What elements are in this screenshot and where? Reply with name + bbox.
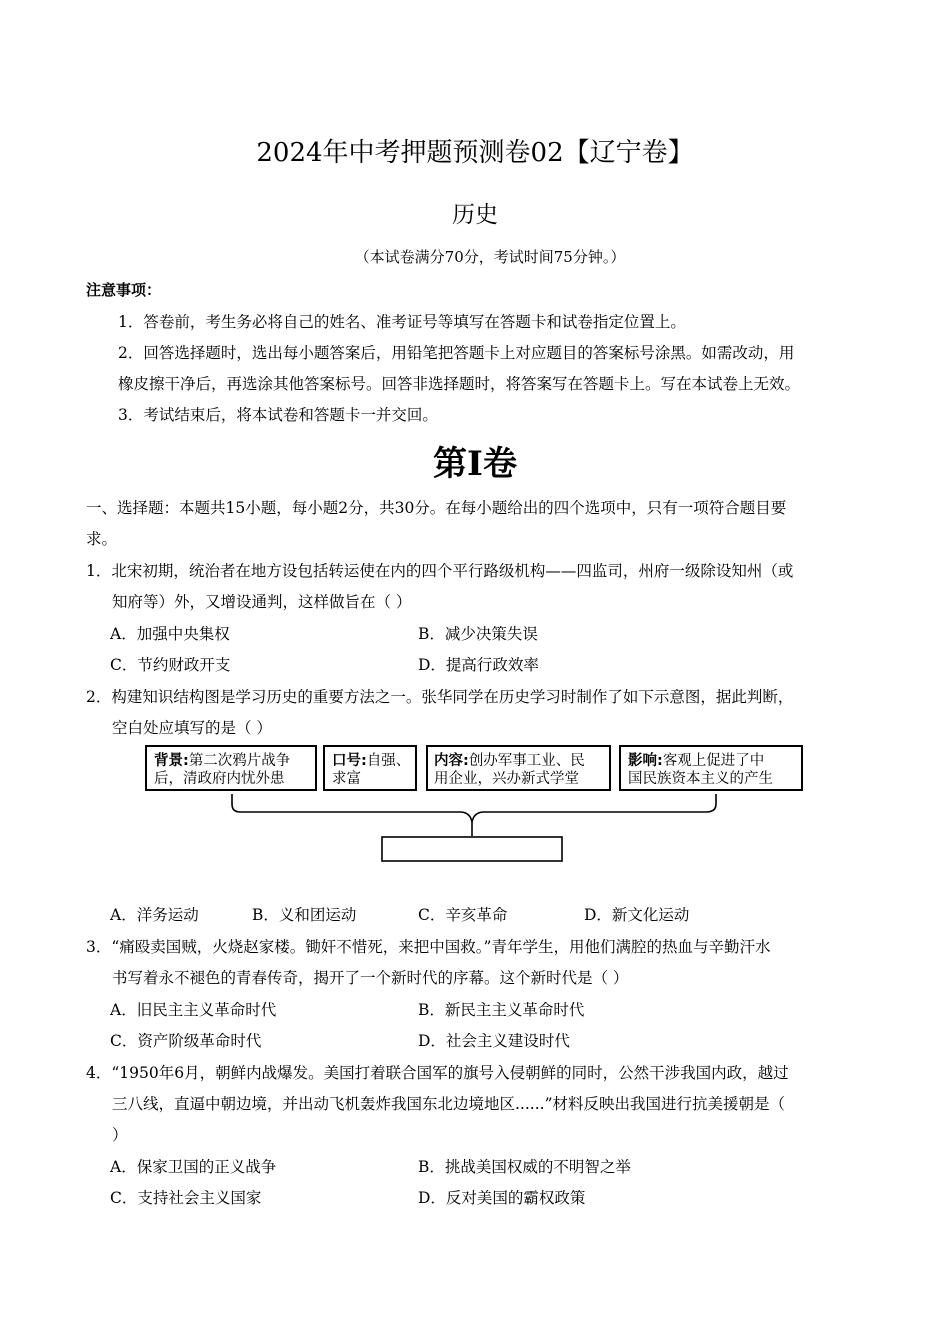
q1-stem-line1: 1．北宋初期，统治者在地方设包括转运使在内的四个平行路级机构——四监司，州府一级除设知州（或 xyxy=(86,562,794,580)
notice-item-1: 1．答卷前，考生务必将自己的姓名、准考证号等填写在答题卡和试卷指定位置上。 xyxy=(118,313,686,331)
q2-stem-line2: 空白处应填写的是（ ） xyxy=(112,719,272,737)
q1-option-d: D．提高行政效率 xyxy=(418,656,539,674)
subject-title: 历史 xyxy=(452,202,498,228)
section-instructions-line2: 求。 xyxy=(86,530,118,548)
q2-option-c: C．辛亥革命 xyxy=(418,906,508,924)
notice-item-2-line2: 橡皮擦干净后，再选涂其他答案标号。回答非选择题时，将答案写在答题卡上。写在本试卷上无效。 xyxy=(118,375,801,393)
q3-stem-line1: 3．“痛殴卖国贼，火烧赵家楼。锄奸不惜死，来把中国救。”青年学生，用他们满腔的热血与辛勤汗水 xyxy=(86,938,771,956)
q2-stem-line1: 2．构建知识结构图是学习历史的重要方法之一。张华同学在历史学习时制作了如下示意图，据此判断， xyxy=(86,688,794,706)
exam-info: （本试卷满分70分，考试时间75分钟。） xyxy=(354,248,626,266)
diagram-box-slogan-line2: 求富 xyxy=(332,771,361,787)
q3-stem-line2: 书写着永不褪色的青春传奇，揭开了一个新时代的序幕。这个新时代是（ ） xyxy=(112,969,629,987)
diagram-blank-box xyxy=(382,837,562,861)
knowledge-structure-diagram xyxy=(140,738,810,868)
part-title: 第Ⅰ卷 xyxy=(433,444,517,484)
notice-item-2-line1: 2．回答选择题时，选出每小题答案后，用铅笔把答题卡上对应题目的答案标号涂黑。如需改动，用 xyxy=(118,344,795,362)
q1-stem-line2: 知府等）外，又增设通判，这样做旨在（ ） xyxy=(112,593,412,611)
q2-option-b: B．义和团运动 xyxy=(252,906,357,924)
notice-item-3: 3．考试结束后，将本试卷和答题卡一并交回。 xyxy=(118,406,438,424)
q4-option-c: C．支持社会主义国家 xyxy=(110,1189,262,1207)
diagram-box-background-line1: 背景:第二次鸦片战争 xyxy=(154,753,291,769)
diagram-box-content-line1: 内容:创办军事工业、民 xyxy=(434,753,585,769)
diagram-box-slogan-line1: 口号:自强、 xyxy=(332,753,411,769)
q4-option-d: D．反对美国的霸权政策 xyxy=(418,1189,586,1207)
diagram-brace xyxy=(232,794,716,822)
diagram-box-content-line2: 用企业，兴办新式学堂 xyxy=(434,771,579,787)
q2-option-d: D．新文化运动 xyxy=(584,906,690,924)
q1-option-c: C．节约财政开支 xyxy=(110,656,231,674)
section-instructions-line1: 一、选择题：本题共15小题，每小题2分，共30分。在每小题给出的四个选项中，只有一项符合题目要 xyxy=(86,499,787,517)
q1-option-b: B．减少决策失误 xyxy=(418,625,538,643)
q3-option-c: C．资产阶级革命时代 xyxy=(110,1032,262,1050)
diagram-box-impact-line2: 国民族资本主义的产生 xyxy=(628,771,773,787)
q4-stem-line1: 4．“1950年6月，朝鲜内战爆发。美国打着联合国军的旗号入侵朝鲜的同时，公然干涉我国内政，越过 xyxy=(86,1064,789,1082)
q4-option-a: A．保家卫国的正义战争 xyxy=(110,1158,277,1176)
q3-option-b: B．新民主主义革命时代 xyxy=(418,1001,585,1019)
q2-option-a: A．洋务运动 xyxy=(110,906,199,924)
q1-option-a: A．加强中央集权 xyxy=(110,625,230,643)
diagram-box-impact-line1: 影响:客观上促进了中 xyxy=(628,753,765,769)
q4-option-b: B．挑战美国权威的不明智之举 xyxy=(418,1158,631,1176)
page-title: 2024年中考押题预测卷02【辽宁卷】 xyxy=(256,138,694,168)
q3-option-d: D．社会主义建设时代 xyxy=(418,1032,570,1050)
notice-title: 注意事项： xyxy=(86,281,162,299)
diagram-box-background-line2: 后，清政府内忧外患 xyxy=(154,771,285,787)
q4-stem-line2: 三八线，直逼中朝边境，并出动飞机轰炸我国东北边境地区......”材料反映出我国进行抗美援朝是（ xyxy=(112,1095,785,1113)
q3-option-a: A．旧民主主义革命时代 xyxy=(110,1001,277,1019)
q4-stem-line3: ） xyxy=(112,1126,128,1144)
